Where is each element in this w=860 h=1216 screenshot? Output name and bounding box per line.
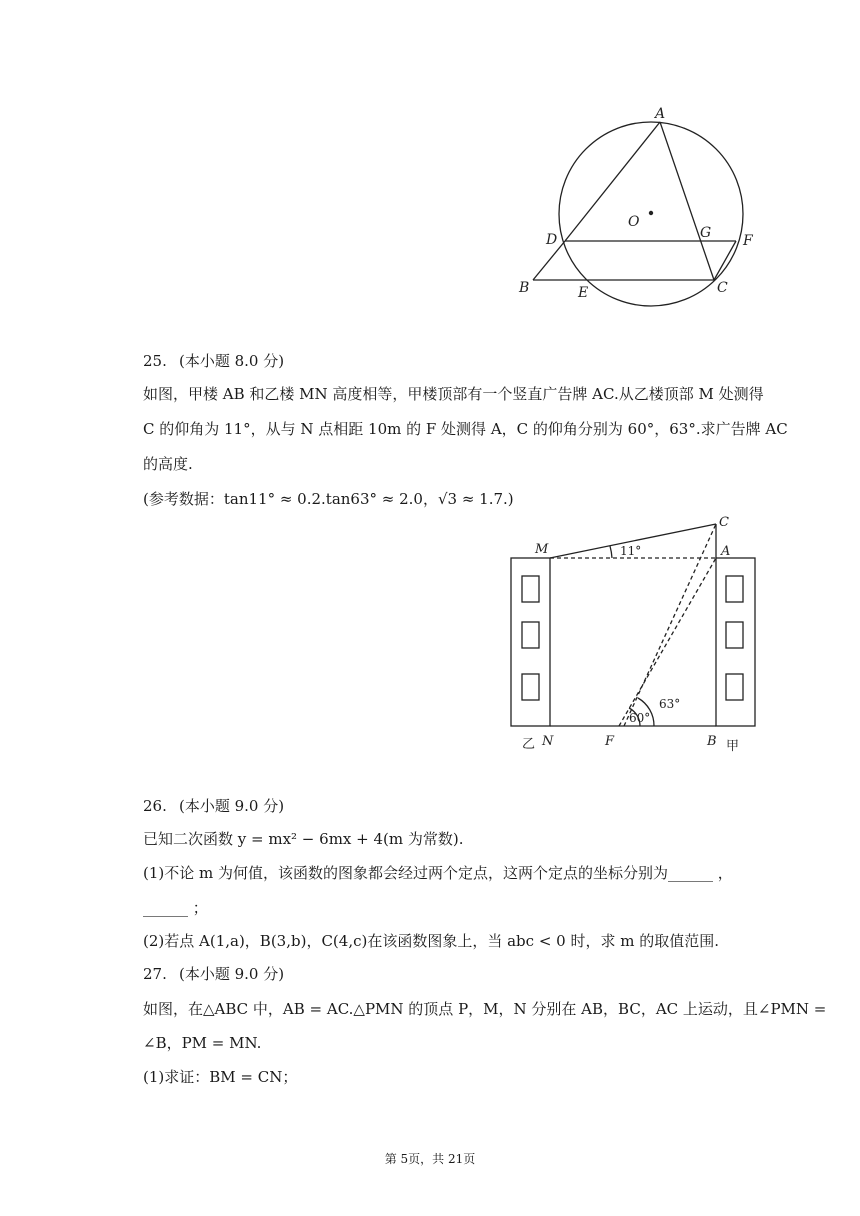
page-footer: 第 5页，共 21页	[384, 1152, 476, 1166]
label-c: C	[719, 515, 729, 530]
question-25-line-3: 的高度.	[143, 455, 193, 473]
question-number: 27.	[143, 965, 167, 983]
label-c: C	[717, 280, 728, 296]
label-d: D	[546, 232, 558, 248]
label-o: O	[628, 214, 640, 230]
question-27-line-3: (1)求证：BM = CN；	[143, 1068, 298, 1086]
label-a: A	[655, 106, 666, 122]
angle-60-label: 60°	[629, 711, 651, 725]
circle-triangle-figure	[500, 100, 780, 335]
label-e: E	[578, 285, 589, 301]
center-point-o	[649, 211, 653, 215]
building-jia	[716, 558, 755, 726]
question-27-header	[143, 963, 284, 985]
window	[726, 674, 743, 700]
segment-ad	[565, 122, 660, 241]
label-n: N	[542, 734, 554, 749]
label-b: B	[519, 280, 530, 296]
question-number: 25.	[143, 352, 167, 370]
window	[726, 576, 743, 602]
segment-ac	[660, 122, 714, 280]
question-26-line-4: (2)若点 A(1,a)，B(3,b)，C(4,c)在该函数图象上，当 abc < 0 时，求 m 的取值范围.	[143, 932, 720, 950]
label-f: F	[605, 734, 615, 749]
label-f: F	[743, 233, 753, 249]
question-27-line-1: 如图，在△ABC 中，AB = AC.△PMN 的顶点 P，M，N 分别在 AB，BC，AC 上运动，且∠PMN =	[143, 1000, 827, 1018]
question-points: (本小题 9.0 分)	[179, 965, 285, 983]
building-yi	[511, 558, 550, 726]
angle-11-arc	[610, 546, 612, 558]
angle-63-label: 63°	[659, 697, 681, 711]
question-points: (本小题 8.0 分)	[179, 352, 285, 370]
window	[726, 622, 743, 648]
segment-cf	[714, 241, 736, 280]
question-25-line-1: 如图，甲楼 AB 和乙楼 MN 高度相等，甲楼顶部有一个竖直广告牌 AC.从乙楼顶部 M 处测得	[143, 385, 764, 403]
question-26-line-2: (1)不论 m 为何值，该函数的图象都会经过两个定点，这两个定点的坐标分别为______ ，	[143, 864, 733, 882]
label-b: B	[707, 734, 717, 749]
label-jia: 甲	[726, 739, 740, 754]
label-a: A	[721, 544, 731, 559]
question-25-line-2: C 的仰角为 11°，从与 N 点相距 10m 的 F 处测得 A，C 的仰角分别为 60°，63°.求广告牌 AC	[143, 420, 788, 438]
question-25-line-4: (参考数据：tan11° ≈ 0.2.tan63° ≈ 2.0，√3 ≈ 1.7.)	[143, 490, 514, 508]
window	[522, 576, 539, 602]
window	[522, 622, 539, 648]
question-27-line-2: ∠B，PM = MN.	[143, 1034, 262, 1052]
angle-11-label: 11°	[620, 544, 642, 558]
label-m: M	[535, 542, 549, 557]
question-25-header	[143, 350, 284, 372]
question-26-line-1: 已知二次函数 y = mx² − 6mx + 4(m 为常数).	[143, 830, 464, 848]
label-g: G	[700, 225, 712, 241]
label-yi: 乙	[522, 737, 536, 752]
question-points: (本小题 9.0 分)	[179, 797, 285, 815]
question-26-line-3: ______ ；	[143, 899, 208, 917]
question-26-header	[143, 795, 284, 817]
buildings-figure	[500, 508, 770, 760]
question-number: 26.	[143, 797, 167, 815]
window	[522, 674, 539, 700]
